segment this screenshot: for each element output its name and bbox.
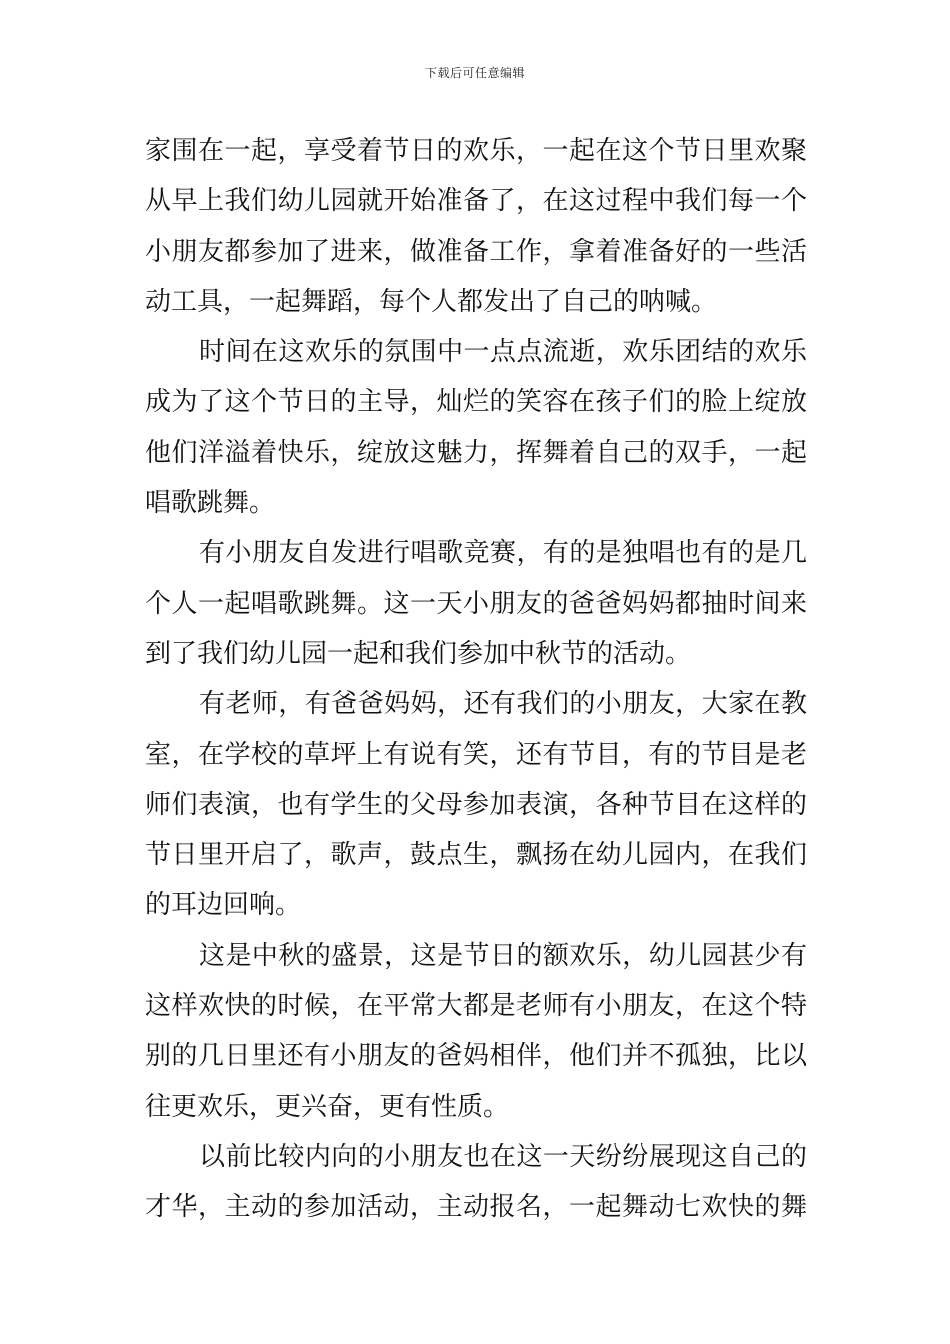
text-line: 小朋友都参加了进来，做准备工作，拿着准备好的一些活	[145, 236, 807, 267]
text-line: 别的几日里还有小朋友的爸妈相伴，他们并不孤独，比以	[145, 1041, 807, 1072]
text-line: 时间在这欢乐的氛围中一点点流逝，欢乐团结的欢乐	[199, 337, 807, 368]
text-line: 家围在一起，享受着节日的欢乐，一起在这个节日里欢聚	[145, 136, 807, 166]
text-line: 动工具，一起舞蹈，每个人都发出了自己的呐喊。	[145, 286, 718, 317]
text-line: 从早上我们幼儿园就开始准备了，在这过程中我们每一个	[145, 186, 807, 217]
text-line: 有老师，有爸爸妈妈，还有我们的小朋友，大家在教	[199, 689, 807, 720]
text-line: 到了我们幼儿园一起和我们参加中秋节的活动。	[145, 638, 692, 669]
text-line: 这样欢快的时候，在平常大都是老师有小朋友，在这个特	[145, 991, 807, 1022]
text-line: 的耳边回响。	[145, 890, 302, 921]
text-line: 唱歌跳舞。	[145, 488, 276, 519]
text-line: 个人一起唱歌跳舞。这一天小朋友的爸爸妈妈都抽时间来	[145, 588, 807, 619]
document-body	[145, 126, 807, 1233]
page-header: 下载后可任意编辑	[424, 66, 525, 80]
text-line: 这是中秋的盛景，这是节日的额欢乐，幼儿园甚少有	[199, 940, 807, 971]
text-line: 往更欢乐，更兴奋，更有性质。	[145, 1091, 510, 1122]
text-line: 节日里开启了，歌声，鼓点生，飘扬在幼儿园内，在我们	[145, 840, 807, 871]
text-line: 师们表演，也有学生的父母参加表演，各种节目在这样的	[145, 789, 807, 820]
text-line: 以前比较内向的小朋友也在这一天纷纷展现这自己的	[199, 1141, 807, 1172]
text-line: 有小朋友自发进行唱歌竞赛，有的是独唱也有的是几	[199, 538, 807, 569]
text-line: 他们洋溢着快乐，绽放这魅力，挥舞着自己的双手，一起	[145, 437, 807, 468]
text-line: 室，在学校的草坪上有说有笑，还有节目，有的节目是老	[145, 739, 807, 770]
text-line: 成为了这个节日的主导，灿烂的笑容在孩子们的脸上绽放	[145, 387, 807, 418]
text-line: 才华，主动的参加活动，主动报名，一起舞动七欢快的舞	[145, 1192, 807, 1223]
